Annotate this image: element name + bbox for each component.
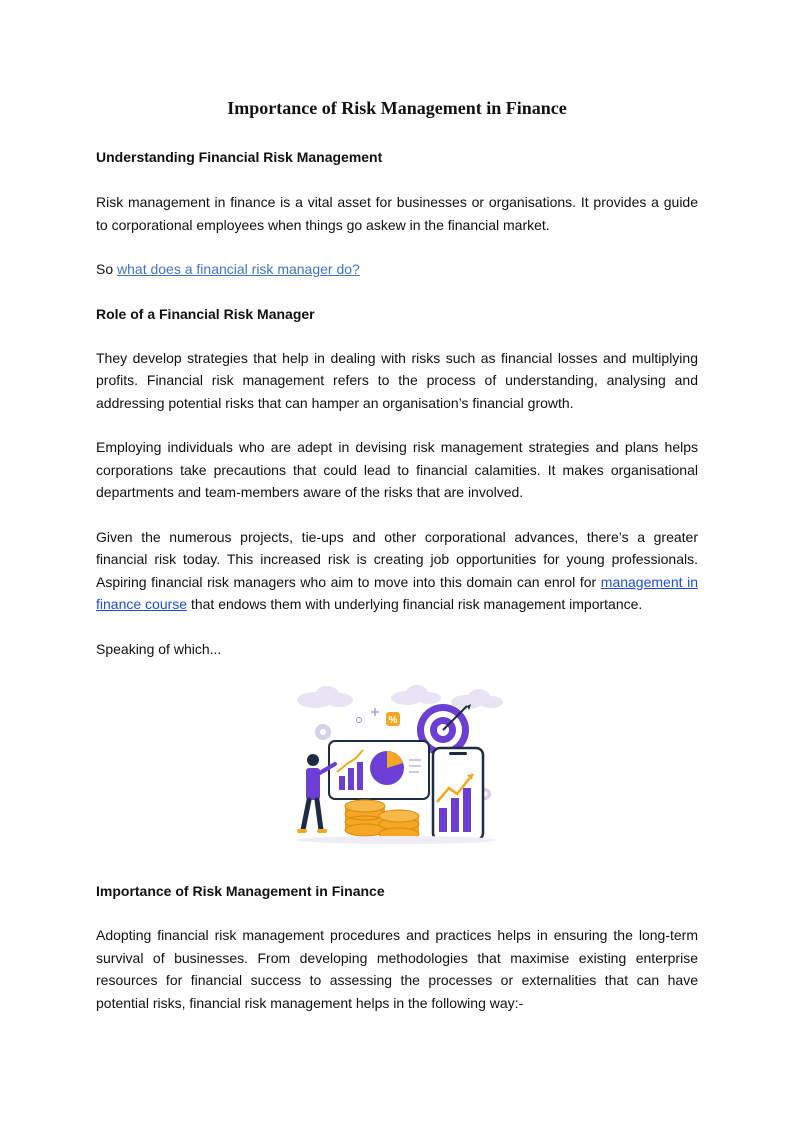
finance-illustration	[96, 684, 698, 854]
cloud-icon	[451, 689, 503, 709]
section-heading-understanding: Understanding Financial Risk Management	[96, 149, 383, 165]
question-prefix: So	[96, 261, 118, 277]
paragraph-given-text-before: Given the numerous projects, tie-ups and other corporational advances, there’s a greater financial risk today. This increased risk is creating job opportunities for young professionals. Aspiring financial risk managers who aim to move into this domain can enrol for	[96, 528, 698, 590]
financial-risk-manager-link[interactable]: what does a financial risk manager do?	[117, 261, 360, 277]
gear-icon	[315, 724, 331, 740]
percent-badge-icon	[386, 712, 400, 726]
document-body	[96, 96, 698, 1014]
paragraph-strategies: They develop strategies that help in dealing with risks such as financial losses and multiplying profits. Financial risk management refers to the process of understanding, analysing and addressing potential risks that can hamper an organisation’s financial growth.	[96, 349, 698, 411]
phone-growth-icon	[433, 748, 483, 840]
paragraph-employing: Employing individuals who are adept in devising risk management strategies and plans helps corporations take precautions that could lead to financial calamities. It makes organisational departments and team-members aware of the risks that are involved.	[96, 439, 698, 500]
ground-shadow	[297, 836, 497, 844]
cloud-icon	[297, 686, 353, 708]
paragraph-question	[96, 258, 698, 281]
section-heading-importance: Importance of Risk Management in Finance	[96, 883, 385, 899]
paragraph-intro: Risk management in finance is a vital asset for businesses or organisations. It provides a guide to corporational employees when things go askew in the financial market.	[96, 194, 698, 233]
dot-icon	[357, 718, 362, 723]
page-title: Importance of Risk Management in Finance	[227, 98, 567, 118]
illustration-svg	[287, 684, 507, 854]
percent-badge-text: %	[388, 715, 398, 726]
section-heading-role: Role of a Financial Risk Manager	[96, 305, 315, 322]
paragraph-given-text-after: that endows them with underlying financial risk management importance.	[187, 596, 643, 612]
cloud-icon	[391, 685, 441, 705]
monitor-chart-icon	[329, 741, 429, 799]
coins-stack-icon	[379, 810, 419, 840]
management-in-finance-course-link[interactable]: management in finance course	[96, 573, 698, 612]
paragraph-speaking: Speaking of which...	[96, 640, 222, 657]
paragraph-given	[96, 526, 698, 616]
paragraph-adopting: Adopting financial risk management procedures and practices helps in ensuring the long-term survival of businesses. From developing methodologies that maximise existing enterprise resources for financial success to assessing the processes or externalities that can have potential risks, financial risk management helps in the following way:-	[96, 927, 698, 1011]
